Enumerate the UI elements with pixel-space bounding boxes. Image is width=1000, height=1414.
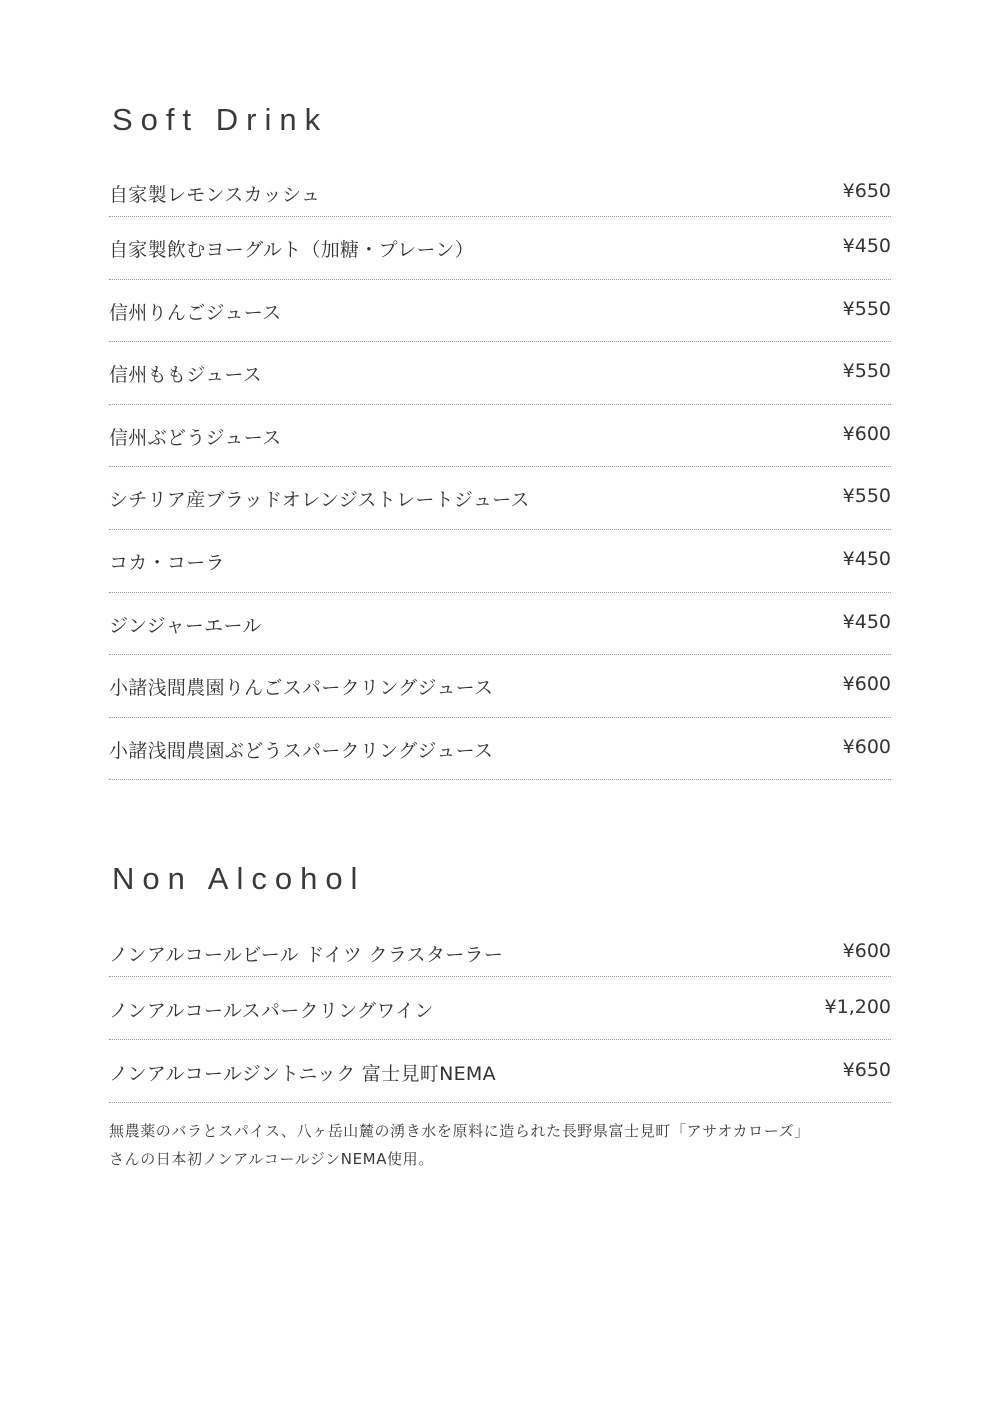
item-name: 自家製レモンスカッシュ [109,184,321,206]
footnote-line: さんの日本初ノンアルコールジンNEMA使用。 [109,1150,434,1168]
item-name: コカ・コーラ [109,551,225,574]
menu-row [109,217,891,280]
menu-row [109,940,891,977]
item-name: ジンジャーエール [109,614,262,637]
soft-drink-menu [109,180,891,780]
item-price: ¥1,200 [824,996,891,1018]
item-name: 小諸浅間農園ぶどうスパークリングジュース [109,739,494,762]
item-name: ノンアルコールスパークリングワイン [109,1000,434,1022]
menu-row [109,180,891,217]
item-name: 信州ももジュース [109,364,263,387]
menu-row [109,655,891,718]
item-name: 自家製飲むヨーグルト（加糖・プレーン） [109,239,474,261]
footnote-line: 無農薬のバラとスパイス、八ヶ岳山麓の湧き水を原料に造られた長野県富士見町「アサオカローズ」 [109,1122,810,1140]
menu-row [109,467,891,530]
non-alcohol-menu [109,940,891,1103]
item-price: ¥650 [842,180,891,202]
item-price: ¥600 [842,673,891,696]
item-price: ¥650 [842,1059,891,1081]
non-alcohol-title: Non Alcohol [112,861,366,896]
menu-row [109,977,891,1040]
item-price: ¥550 [842,360,891,383]
nema-footnote [109,1117,899,1173]
item-price: ¥550 [842,297,891,320]
menu-row [109,1040,891,1103]
item-name: ノンアルコールジントニック 富士見町NEMA [109,1063,496,1085]
menu-row [109,718,891,781]
menu-row [109,280,891,343]
item-name: 信州りんごジュース [109,301,282,324]
item-name: 信州ぶどうジュース [109,426,282,449]
item-price: ¥450 [842,547,891,570]
item-price: ¥450 [842,235,891,257]
soft-drink-title: Soft Drink [112,102,329,137]
menu-row [109,342,891,405]
menu-row [109,405,891,468]
item-name: ノンアルコールビール ドイツ クラスターラー [109,944,504,966]
item-name: シチリア産ブラッドオレンジストレートジュース [109,489,530,512]
item-name: 小諸浅間農園りんごスパークリングジュース [109,677,494,700]
item-price: ¥600 [842,735,891,758]
menu-row [109,530,891,593]
item-price: ¥450 [842,610,891,633]
item-price: ¥550 [842,485,891,508]
item-price: ¥600 [842,422,891,445]
item-price: ¥600 [842,940,891,962]
menu-row [109,593,891,656]
